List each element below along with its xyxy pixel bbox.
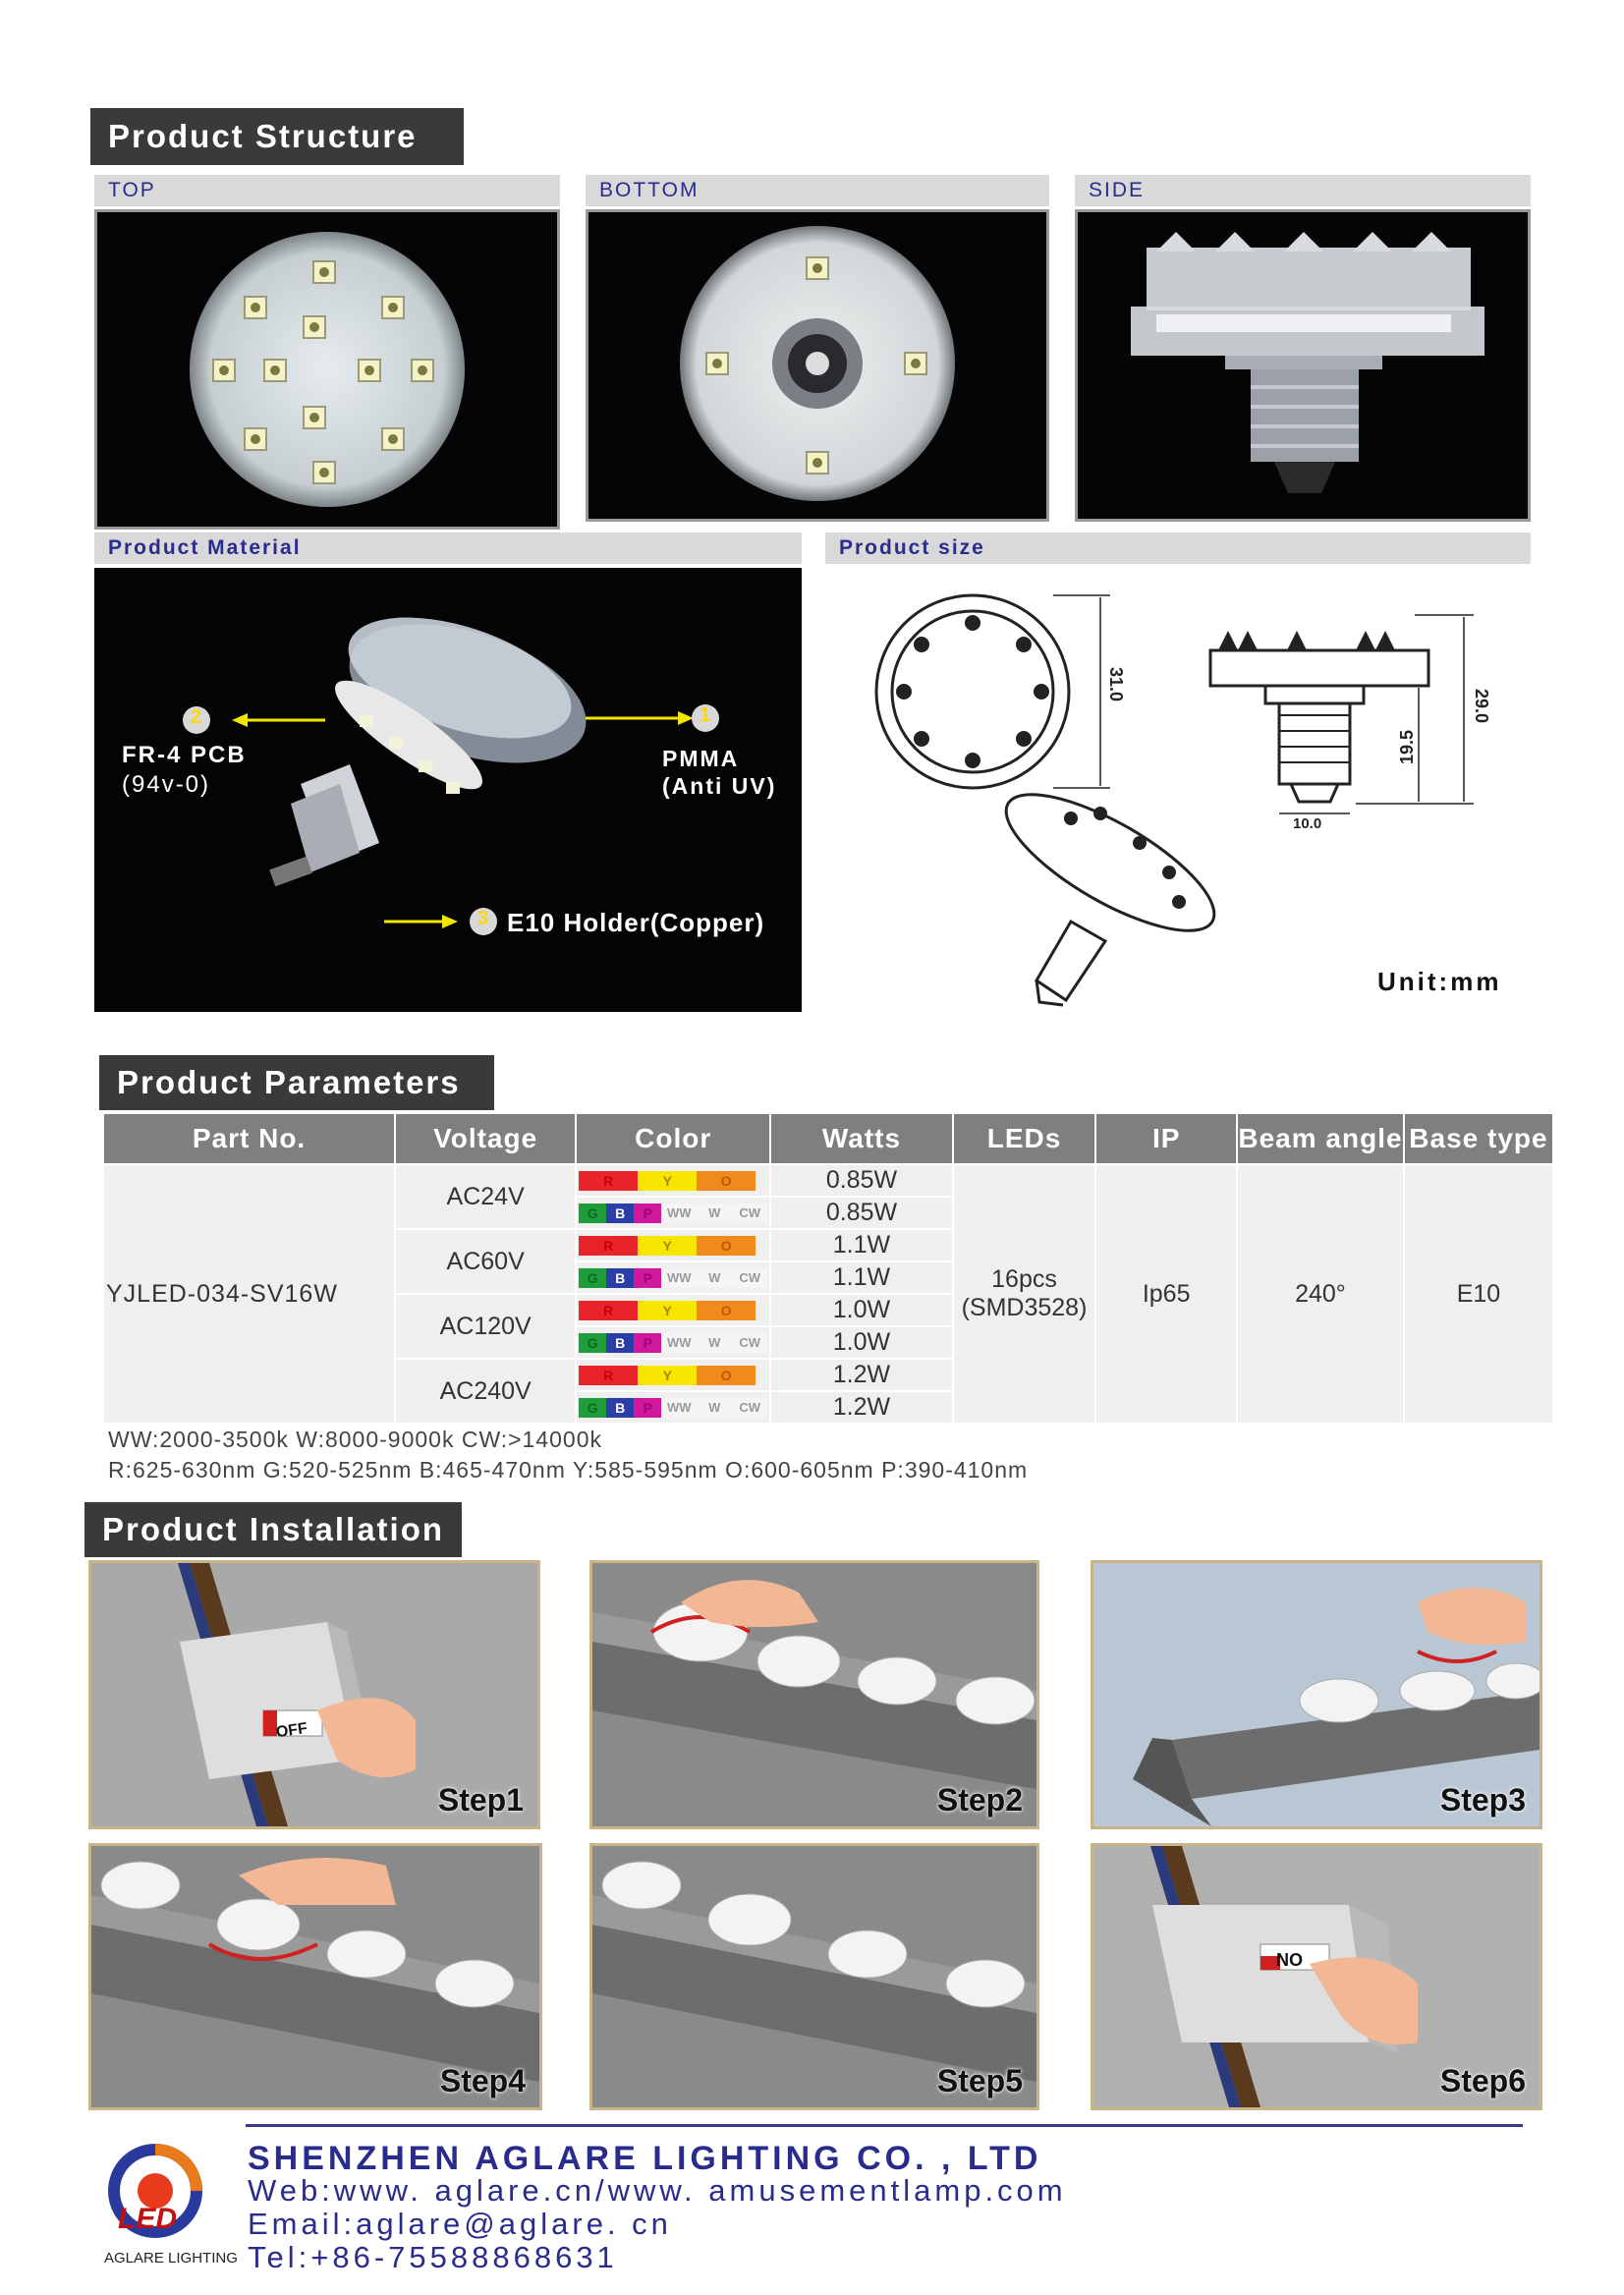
installation-section-title: Product Installation: [84, 1502, 462, 1557]
pmma-name: PMMA: [662, 746, 740, 771]
chip-cool-white: CW: [732, 1398, 767, 1418]
step-1-label: Step1: [437, 1782, 524, 1818]
watt-cell: 1.1W: [770, 1261, 952, 1294]
color-chip-row: [579, 1300, 767, 1321]
pcb-name: FR-4 PCB: [122, 742, 247, 768]
chip-red: R: [579, 1236, 638, 1256]
step-6-panel: [1091, 1843, 1542, 2110]
side-view-lamp-illustration: [1078, 212, 1528, 519]
dimension-drawing-illustration: [825, 568, 1531, 1012]
voltage-cell: AC24V: [395, 1164, 576, 1229]
color-chip-row: [579, 1170, 767, 1192]
color-chips-cell: [576, 1326, 770, 1359]
material-holder-label: E10 Holder(Copper): [507, 908, 765, 937]
parameters-table: [102, 1112, 1554, 1425]
chip-yellow: Y: [638, 1171, 697, 1191]
company-email[interactable]: Email:aglare@aglare. cn: [248, 2207, 672, 2241]
chip-white: W: [697, 1398, 732, 1418]
chip-warm-white: WW: [661, 1268, 697, 1288]
chip-white: W: [697, 1333, 732, 1353]
step-4-panel: [88, 1843, 542, 2110]
company-phone[interactable]: Tel:+86-75588868631: [248, 2240, 618, 2274]
pcb-detail: (94v-0): [122, 771, 211, 798]
color-chip-row: [579, 1203, 767, 1224]
watt-cell: 1.2W: [770, 1391, 952, 1424]
chip-pink: P: [634, 1268, 661, 1288]
color-chips-cell: [576, 1391, 770, 1424]
chip-green: G: [579, 1398, 606, 1418]
step-6-label: Step6: [1439, 2063, 1526, 2099]
view-label-top: TOP: [94, 175, 560, 206]
size-section-title: Product size: [825, 532, 1531, 564]
chip-orange: O: [697, 1171, 756, 1191]
total-height-dimension: 29.0: [1472, 688, 1492, 724]
diameter-dimension: 31.0: [1106, 666, 1127, 702]
header-voltage: Voltage: [395, 1113, 576, 1164]
color-temperature-note: WW:2000-3500k W:8000-9000k CW:>14000k: [108, 1427, 603, 1452]
voltage-cell: AC60V: [395, 1229, 576, 1294]
view-label-bottom: BOTTOM: [586, 175, 1049, 206]
chip-warm-white: WW: [661, 1333, 697, 1353]
watt-cell: 1.0W: [770, 1294, 952, 1326]
chip-red: R: [579, 1171, 638, 1191]
chip-white: W: [697, 1203, 732, 1223]
watt-cell: 1.1W: [770, 1229, 952, 1261]
chip-green: G: [579, 1203, 606, 1223]
chip-yellow: Y: [638, 1301, 697, 1320]
step-2-label: Step2: [936, 1782, 1023, 1818]
chip-blue: B: [606, 1268, 634, 1288]
pmma-detail: (Anti UV): [662, 773, 777, 799]
chip-orange: O: [697, 1301, 756, 1320]
part-number-cell: YJLED-034-SV16W: [103, 1164, 395, 1424]
company-website[interactable]: Web:www. aglare.cn/www. amusementlamp.com: [248, 2173, 1067, 2208]
step-1-panel: [88, 1560, 540, 1829]
chip-red: R: [579, 1366, 638, 1385]
chip-cool-white: CW: [732, 1268, 767, 1288]
side-view-image: [1075, 209, 1531, 522]
top-view-lamp-illustration: [97, 212, 557, 527]
step-3-label: Step3: [1439, 1782, 1526, 1818]
header-watts: Watts: [770, 1113, 952, 1164]
company-logo: [98, 2142, 238, 2269]
color-chips-cell: [576, 1261, 770, 1294]
leds-type: (SMD3528): [961, 1294, 1088, 1321]
base-width-dimension: 10.0: [1293, 815, 1322, 832]
chip-yellow: Y: [638, 1366, 697, 1385]
material-number-1: 1: [700, 704, 711, 726]
material-number-3: 3: [477, 908, 489, 929]
bottom-view-image: [586, 209, 1049, 522]
base-height-dimension: 19.5: [1397, 729, 1418, 765]
beam-angle-cell: 240°: [1237, 1164, 1404, 1424]
material-section-title: Product Material: [94, 532, 802, 564]
chip-pink: P: [634, 1333, 661, 1353]
base-type-cell: E10: [1404, 1164, 1553, 1424]
step-4-label: Step4: [439, 2063, 526, 2099]
step-5-panel: [589, 1843, 1039, 2110]
color-chips-cell: [576, 1359, 770, 1391]
color-chips-cell: [576, 1229, 770, 1261]
material-pmma-label: [662, 745, 776, 800]
leds-cell: [953, 1164, 1096, 1424]
header-color: Color: [576, 1113, 770, 1164]
watt-cell: 1.0W: [770, 1326, 952, 1359]
structure-section-title: Product Structure: [90, 108, 464, 165]
step-3-panel: [1091, 1560, 1542, 1829]
company-name: SHENZHEN AGLARE LIGHTING CO. , LTD: [248, 2140, 1042, 2177]
chip-warm-white: WW: [661, 1398, 697, 1418]
color-chips-cell: [576, 1164, 770, 1197]
chip-blue: B: [606, 1398, 634, 1418]
chip-blue: B: [606, 1333, 634, 1353]
ip-cell: Ip65: [1095, 1164, 1237, 1424]
step-2-panel: [589, 1560, 1039, 1829]
color-chip-row: [579, 1235, 767, 1257]
chip-red: R: [579, 1301, 638, 1320]
chip-cool-white: CW: [732, 1203, 767, 1223]
material-pcb-label: [122, 741, 247, 800]
chip-green: G: [579, 1333, 606, 1353]
view-label-side: SIDE: [1075, 175, 1531, 206]
watt-cell: 0.85W: [770, 1197, 952, 1229]
chip-pink: P: [634, 1398, 661, 1418]
header-base-type: Base type: [1404, 1113, 1553, 1164]
header-ip: IP: [1095, 1113, 1237, 1164]
voltage-cell: AC120V: [395, 1294, 576, 1359]
color-chip-row: [579, 1397, 767, 1419]
header-leds: LEDs: [953, 1113, 1096, 1164]
chip-warm-white: WW: [661, 1203, 697, 1223]
logo-brand-text: AGLARE LIGHTING: [104, 2250, 238, 2267]
size-drawing: [825, 568, 1531, 1012]
parameters-section-title: Product Parameters: [99, 1055, 494, 1110]
step-5-label: Step5: [936, 2063, 1023, 2099]
chip-blue: B: [606, 1203, 634, 1223]
chip-white: W: [697, 1268, 732, 1288]
switch-off-label: OFF: [274, 1719, 308, 1742]
color-chip-row: [579, 1267, 767, 1289]
wavelength-note: R:625-630nm G:520-525nm B:465-470nm Y:585-595nm O:600-605nm P:390-410nm: [108, 1457, 1029, 1483]
color-chips-cell: [576, 1197, 770, 1229]
chip-cool-white: CW: [732, 1333, 767, 1353]
top-view-image: [94, 209, 560, 530]
chip-orange: O: [697, 1236, 756, 1256]
chip-yellow: Y: [638, 1236, 697, 1256]
header-part-no: Part No.: [103, 1113, 395, 1164]
leds-count: 16pcs: [991, 1265, 1057, 1293]
unit-label: Unit:mm: [1377, 967, 1502, 996]
color-chip-row: [579, 1365, 767, 1386]
logo-led-text: LED: [118, 2203, 177, 2235]
watt-cell: 1.2W: [770, 1359, 952, 1391]
material-exploded-image: [94, 568, 802, 1012]
switch-on-label: ON: [1276, 1949, 1303, 1969]
footer-divider: [246, 2124, 1523, 2127]
color-chips-cell: [576, 1294, 770, 1326]
material-number-2: 2: [191, 706, 202, 728]
header-beam-angle: Beam angle: [1237, 1113, 1404, 1164]
chip-green: G: [579, 1268, 606, 1288]
chip-orange: O: [697, 1366, 756, 1385]
voltage-cell: AC240V: [395, 1359, 576, 1424]
bottom-view-lamp-illustration: [588, 212, 1046, 519]
chip-pink: P: [634, 1203, 661, 1223]
watt-cell: 0.85W: [770, 1164, 952, 1197]
color-chip-row: [579, 1332, 767, 1354]
